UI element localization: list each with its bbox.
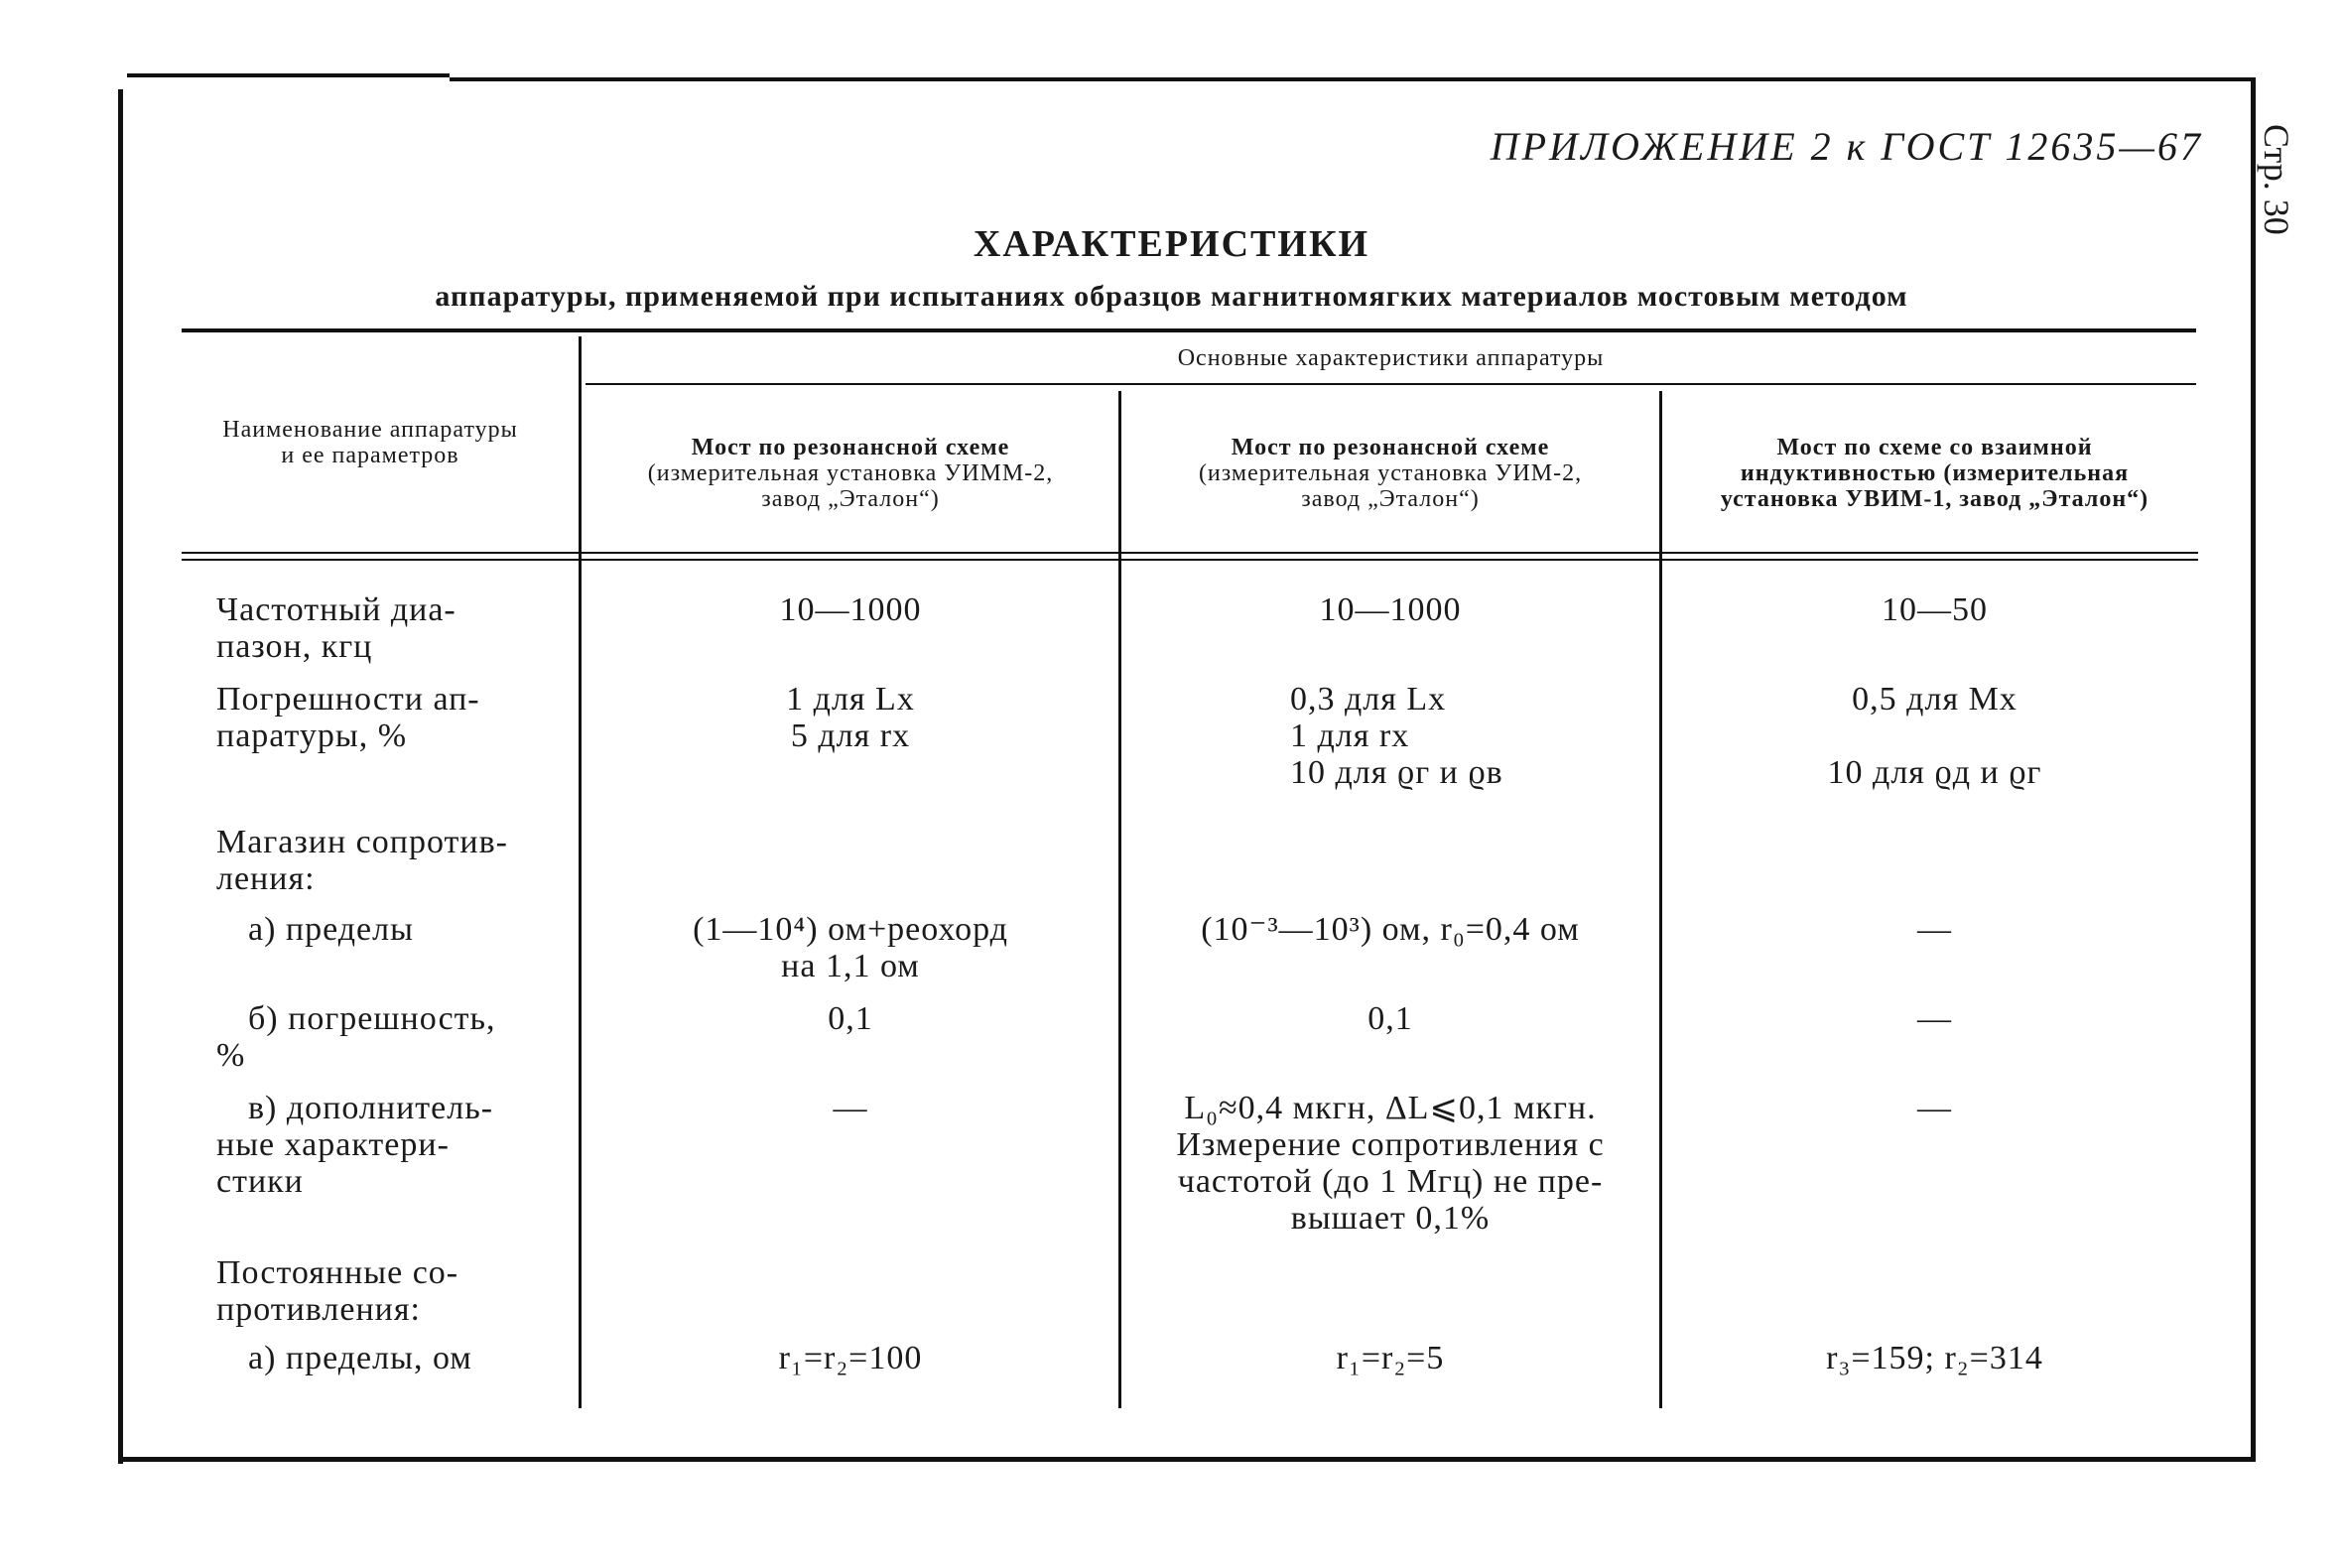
constant-limits-col1: r₁=r₂=100 xyxy=(778,1340,923,1376)
row-label-errors: Погрешности ап- паратуры, % xyxy=(216,681,480,754)
extra-col1: — xyxy=(833,1090,868,1126)
column-divider-3 xyxy=(1659,391,1662,1408)
errors-col2: 0,3 для Lx 1 для rx 10 для ϱг и ϱв xyxy=(1290,681,1503,791)
row-label-limits: а) пределы xyxy=(248,911,414,948)
document-title: ХАРАКТЕРИСТИКИ xyxy=(973,223,1370,265)
page-reference: Стр. 30 xyxy=(2257,124,2296,235)
freq-col2: 10—1000 xyxy=(1319,591,1462,628)
constant-limits-col2: r₁=r₂=5 xyxy=(1336,1340,1445,1376)
frame-bottom-line xyxy=(118,1457,2256,1462)
accuracy-col3: — xyxy=(1917,1000,1952,1037)
row-label-resistance-box: Магазин сопротив- ления: xyxy=(216,824,508,897)
group-header: Основные характеристики аппаратуры xyxy=(1177,345,1605,371)
document-subtitle: аппаратуры, применяемой при испытаниях образцов магнитномягких материалов мостовым методом xyxy=(435,280,1908,313)
constant-limits-col3: r₃=159; r₂=314 xyxy=(1826,1340,2043,1376)
freq-col1: 10—1000 xyxy=(779,591,922,628)
row-label-accuracy: б) погрешность, % xyxy=(216,1000,496,1074)
freq-col3: 10—50 xyxy=(1882,591,1988,628)
table-top-rule xyxy=(182,328,2196,332)
errors-col3: 0,5 для Mx 10 для ϱд и ϱг xyxy=(1827,681,2042,791)
row-label-extra: в) дополнитель- ные характери- стики xyxy=(216,1090,494,1200)
limits-col2: (10⁻³—10³) ом, r₀=0,4 ом xyxy=(1201,911,1580,948)
col1-header: Мост по резонансной схеме (измерительная установка УИММ-2, завод „Эталон“) xyxy=(647,435,1054,512)
col3-header: Мост по схеме со взаимной индуктивностью (измерительная установка УВИМ-1, завод „Эталон“) xyxy=(1720,435,2149,512)
header-bottom-rule-1 xyxy=(182,552,2198,554)
row-label-constant-resistances: Постоянные со- противления: xyxy=(216,1254,459,1328)
row-label-frequency: Частотный диа- пазон, кгц xyxy=(216,591,456,665)
row-label-constant-limits: а) пределы, ом xyxy=(248,1340,472,1376)
col0-header: Наименование аппаратуры и ее параметров xyxy=(222,417,518,468)
accuracy-col1: 0,1 xyxy=(828,1000,873,1037)
extra-col3: — xyxy=(1917,1090,1952,1126)
frame-top-left-line xyxy=(127,73,450,77)
extra-col2: L₀≈0,4 мкгн, ΔL⩽0,1 мкгн. Измерение сопротивления с частотой (до 1 Мгц) не пре- вышает 0,1% xyxy=(1176,1090,1605,1237)
header-bottom-rule-2 xyxy=(182,559,2198,561)
appendix-label: ПРИЛОЖЕНИЕ 2 к ГОСТ 12635—67 xyxy=(1490,124,2203,169)
limits-col3: — xyxy=(1917,911,1952,948)
limits-col1: (1—10⁴) ом+реохорд на 1,1 ом xyxy=(693,911,1008,984)
accuracy-col2: 0,1 xyxy=(1367,1000,1413,1037)
frame-top-line xyxy=(450,77,2256,81)
column-divider-2 xyxy=(1118,391,1121,1408)
col2-header: Мост по резонансной схеме (измерительная установка УИМ-2, завод „Эталон“) xyxy=(1198,435,1583,512)
errors-col1: 1 для Lx 5 для rx xyxy=(786,681,915,754)
group-header-rule xyxy=(586,383,2196,385)
column-divider-1 xyxy=(579,336,582,1408)
